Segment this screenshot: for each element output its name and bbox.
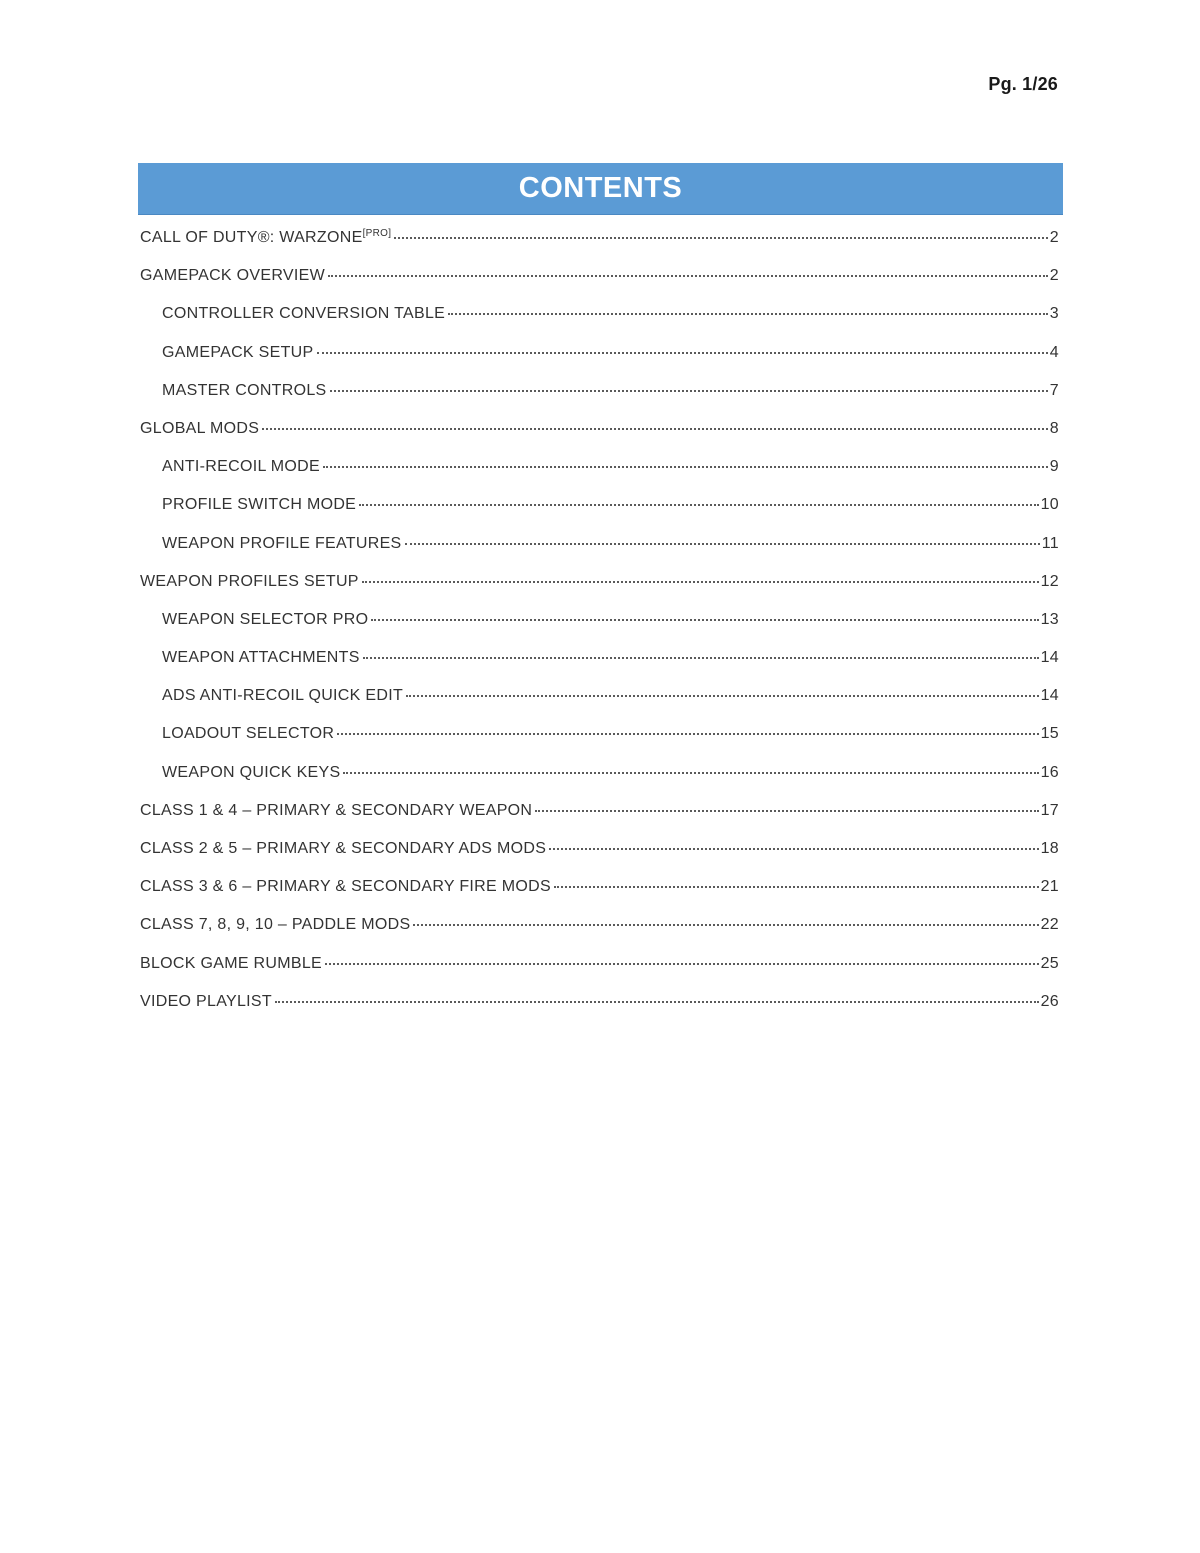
toc-entry-weapon-quick-keys[interactable] <box>140 756 1059 794</box>
toc-entry-weapon-selector-pro[interactable] <box>140 603 1059 641</box>
toc-entry-video-playlist[interactable] <box>140 985 1059 1023</box>
toc-entry-page: 12 <box>1040 572 1059 590</box>
toc-entry-block-game-rumble[interactable] <box>140 947 1059 985</box>
toc-entry-label: CLASS 7, 8, 9, 10 – PADDLE MODS <box>140 916 411 934</box>
toc-dot-leader <box>328 275 1048 277</box>
toc-entry-loadout-selector[interactable] <box>140 717 1059 755</box>
toc-entry-gamepack-setup[interactable] <box>140 336 1059 374</box>
toc-entry-page: 13 <box>1040 610 1059 628</box>
table-of-contents <box>140 221 1059 1023</box>
toc-entry-label: BLOCK GAME RUMBLE <box>140 954 323 972</box>
toc-entry-label: WEAPON QUICK KEYS <box>162 763 341 781</box>
toc-dot-leader <box>262 428 1048 430</box>
toc-entry-label: CALL OF DUTY®: WARZONE[PRO] <box>140 228 392 246</box>
toc-entry-label: MASTER CONTROLS <box>162 381 327 399</box>
toc-entry-label: GAMEPACK SETUP <box>162 343 314 361</box>
toc-dot-leader <box>549 848 1038 850</box>
toc-entry-label: CLASS 1 & 4 – PRIMARY & SECONDARY WEAPON <box>140 801 533 819</box>
toc-entry-label: WEAPON SELECTOR PRO <box>162 610 369 628</box>
toc-dot-leader <box>343 772 1038 774</box>
toc-entry-page: 2 <box>1049 267 1059 285</box>
toc-entry-label: WEAPON PROFILES SETUP <box>140 572 359 590</box>
toc-entry-call-of-duty-warzone[interactable] <box>140 221 1059 259</box>
toc-entry-page: 16 <box>1040 763 1059 781</box>
toc-entry-page: 2 <box>1049 229 1059 246</box>
toc-entry-page: 26 <box>1040 992 1059 1010</box>
toc-entry-label: WEAPON ATTACHMENTS <box>162 649 360 667</box>
toc-entry-page: 4 <box>1049 343 1059 361</box>
toc-entry-page: 18 <box>1040 840 1059 857</box>
toc-entry-label: ANTI-RECOIL MODE <box>162 458 320 476</box>
toc-entry-label: CONTROLLER CONVERSION TABLE <box>162 305 446 323</box>
toc-entry-gamepack-overview[interactable] <box>140 259 1059 297</box>
toc-entry-label: CLASS 3 & 6 – PRIMARY & SECONDARY FIRE MODS <box>140 878 551 896</box>
toc-dot-leader <box>359 504 1038 506</box>
toc-entry-class-2-5[interactable] <box>140 832 1059 870</box>
toc-entry-profile-switch-mode[interactable] <box>140 488 1059 526</box>
toc-entry-label: LOADOUT SELECTOR <box>162 725 335 743</box>
toc-entry-master-controls[interactable] <box>140 374 1059 412</box>
toc-entry-page: 14 <box>1040 649 1059 667</box>
toc-dot-leader <box>535 810 1038 812</box>
toc-entry-page: 8 <box>1049 419 1059 437</box>
toc-entry-page: 25 <box>1040 954 1059 972</box>
toc-dot-leader <box>363 657 1039 659</box>
toc-entry-page: 14 <box>1040 687 1059 705</box>
toc-entry-page: 10 <box>1040 496 1059 514</box>
toc-entry-page: 15 <box>1040 725 1059 743</box>
toc-entry-page: 17 <box>1040 801 1059 819</box>
toc-entry-anti-recoil-mode[interactable] <box>140 450 1059 488</box>
toc-dot-leader <box>317 352 1048 354</box>
toc-entry-label: GLOBAL MODS <box>140 419 260 437</box>
toc-dot-leader <box>323 466 1048 468</box>
toc-dot-leader <box>554 886 1039 888</box>
toc-dot-leader <box>275 1001 1039 1003</box>
toc-dot-leader <box>337 733 1038 735</box>
page-number: Pg. 1/26 <box>988 74 1058 94</box>
toc-dot-leader <box>325 963 1039 965</box>
toc-dot-leader <box>371 619 1038 621</box>
toc-entry-class-7-8-9-10[interactable] <box>140 908 1059 946</box>
toc-dot-leader <box>406 695 1039 697</box>
toc-dot-leader <box>405 543 1040 545</box>
contents-title: CONTENTS <box>518 172 683 204</box>
toc-entry-label: GAMEPACK OVERVIEW <box>140 267 325 285</box>
toc-entry-weapon-profiles-setup[interactable] <box>140 565 1059 603</box>
toc-entry-label: VIDEO PLAYLIST <box>140 992 272 1010</box>
toc-entry-ads-anti-recoil-quick-edit[interactable] <box>140 679 1059 717</box>
contents-header <box>138 163 1063 215</box>
toc-entry-label: CLASS 2 & 5 – PRIMARY & SECONDARY ADS MODS <box>140 840 547 857</box>
toc-entry-page: 21 <box>1040 878 1059 896</box>
toc-entry-page: 3 <box>1049 305 1059 323</box>
toc-dot-leader <box>413 924 1038 926</box>
toc-entry-class-1-4[interactable] <box>140 794 1059 832</box>
toc-entry-page: 7 <box>1049 381 1059 399</box>
toc-entry-weapon-profile-features[interactable] <box>140 527 1059 565</box>
toc-entry-page: 11 <box>1041 534 1059 552</box>
toc-entry-page: 22 <box>1040 916 1059 934</box>
toc-dot-leader <box>330 390 1048 392</box>
toc-entry-label: WEAPON PROFILE FEATURES <box>162 534 402 552</box>
toc-entry-global-mods[interactable] <box>140 412 1059 450</box>
toc-entry-class-3-6[interactable] <box>140 870 1059 908</box>
toc-entry-controller-conversion-table[interactable] <box>140 297 1059 335</box>
toc-dot-leader <box>362 581 1039 583</box>
toc-entry-label: ADS ANTI-RECOIL QUICK EDIT <box>162 687 404 705</box>
toc-dot-leader <box>448 313 1048 315</box>
toc-entry-superscript: [PRO] <box>362 228 392 239</box>
toc-entry-page: 9 <box>1049 458 1059 476</box>
toc-entry-label: PROFILE SWITCH MODE <box>162 496 357 514</box>
toc-dot-leader <box>394 237 1048 239</box>
toc-entry-weapon-attachments[interactable] <box>140 641 1059 679</box>
